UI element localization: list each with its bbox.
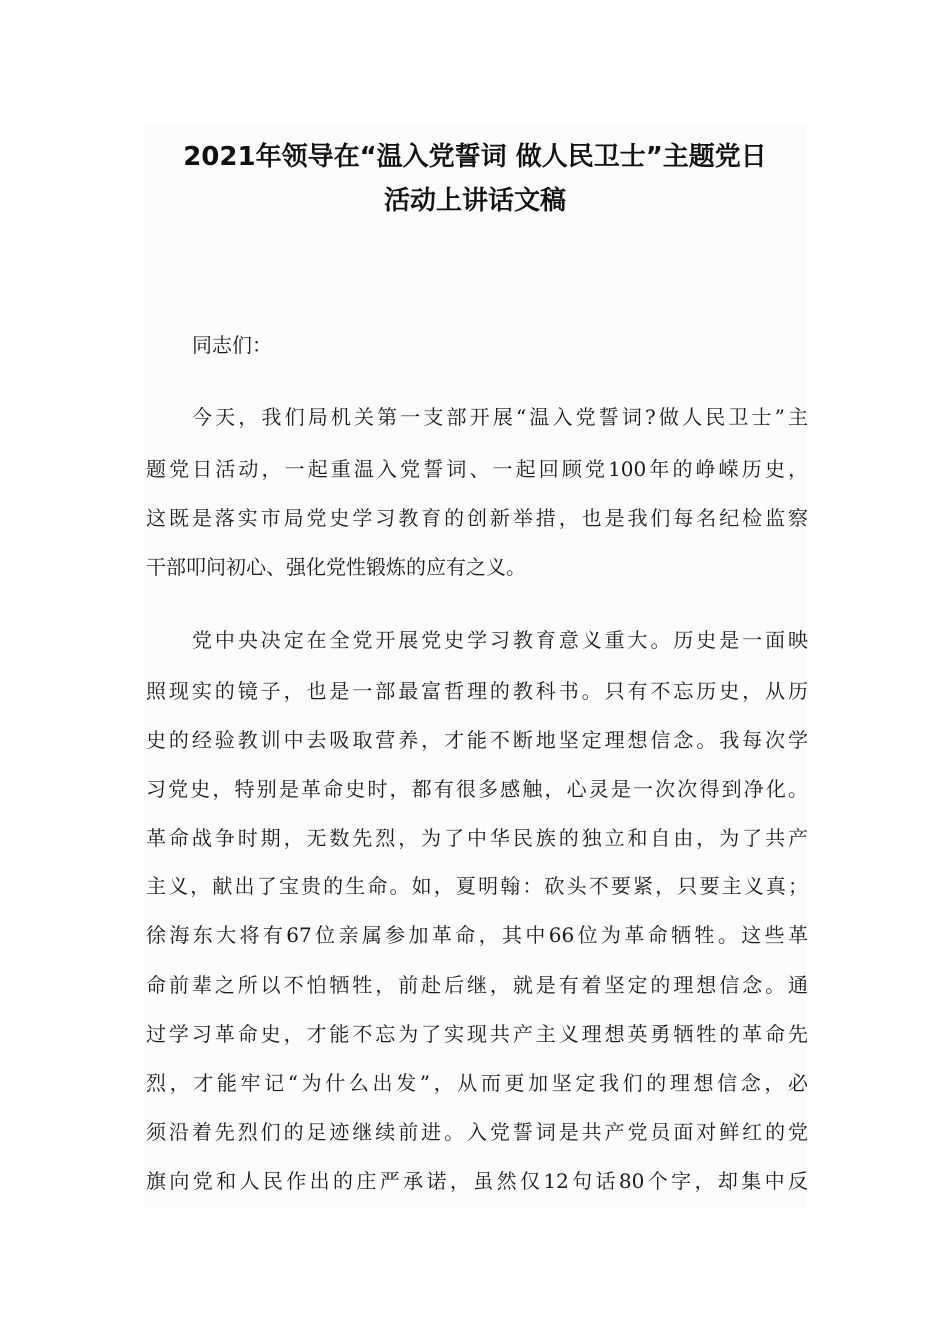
paragraph-1-line: 这既是落实市局党史学习教育的创新举措，也是我们每名纪检监察 [146,506,808,530]
paragraph-2-line: 党中央决定在全党开展党史学习教育意义重大。历史是一面映 [192,628,808,652]
paragraph-1-line: 今天，我们局机关第一支部开展“温入党誓词?做人民卫士”主 [192,405,808,429]
paragraph-2-line: 旗向党和人民作出的庄严承诺，虽然仅12句话80个字，却集中反 [146,1169,808,1193]
paragraph-2-line: 革命战争时期，无数先烈，为了中华民族的独立和自由，为了共产 [146,826,808,850]
salutation: 同志们： [192,333,272,357]
paragraph-2-line: 须沿着先烈们的足迹继续前进。入党誓词是共产党员面对鲜红的党 [146,1120,808,1144]
document-title-line-2: 活动上讲话文稿 [383,186,566,216]
paragraph-1-line: 干部叩问初心、强化党性锻炼的应有之义。 [146,555,526,579]
paragraph-2-line: 照现实的镜子，也是一部最富哲理的教科书。只有不忘历史，从历 [146,679,808,703]
paragraph-2-line: 徐海东大将有67位亲属参加革命，其中66位为革命牺牲。这些革 [146,923,808,947]
paragraph-2-line: 过学习革命史，才能不忘为了实现共产主义理想英勇牺牲的革命先 [146,1022,808,1046]
document-title-line-1: 2021年领导在“温入党誓词 做人民卫士”主题党日 [183,142,767,172]
paragraph-2-line: 主义，献出了宝贵的生命。如，夏明翰：砍头不要紧，只要主义真； [146,874,808,898]
paragraph-1-line: 题党日活动，一起重温入党誓词、一起回顾党100年的峥嵘历史， [146,457,808,481]
paragraph-2-line: 命前辈之所以不怕牺牲，前赴后继，就是有着坚定的理想信念。通 [146,973,808,997]
paragraph-2-line: 史的经验教训中去吸取营养，才能不断地坚定理想信念。我每次学 [146,728,808,752]
paragraph-2-line: 烈，才能牢记“为什么出发”，从而更加坚定我们的理想信念，必 [146,1071,808,1095]
paragraph-2-line: 习党史，特别是革命史时，都有很多感触，心灵是一次次得到净化。 [146,777,808,801]
